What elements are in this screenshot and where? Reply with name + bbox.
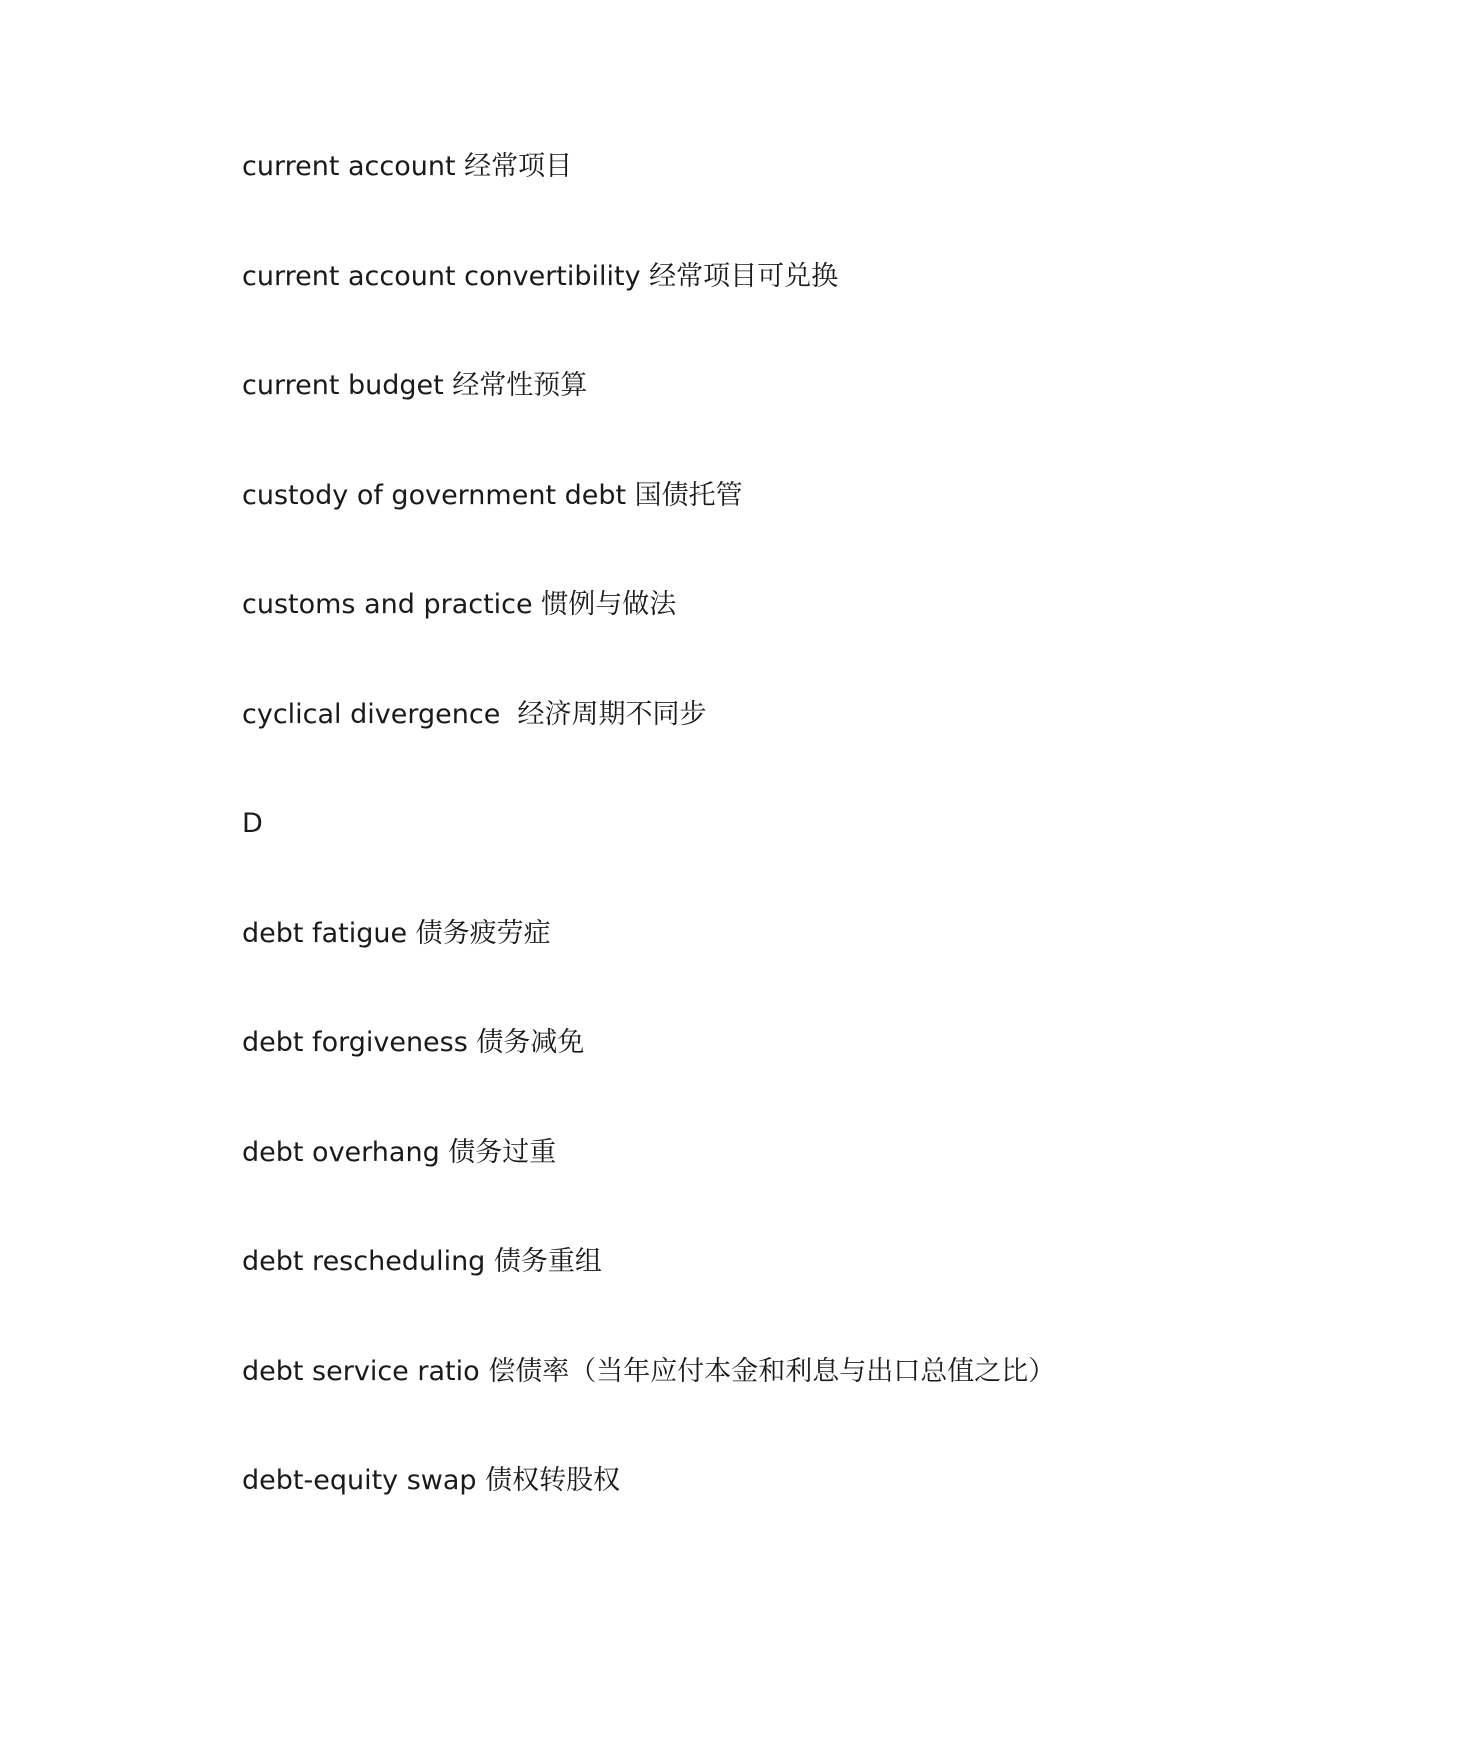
- glossary-entry: current budget 经常性预算: [242, 370, 588, 401]
- glossary-list: [242, 150, 1055, 1574]
- glossary-entry: cyclical divergence 经济周期不同步: [242, 698, 707, 730]
- glossary-entry: debt-equity swap 债权转股权: [242, 1465, 621, 1496]
- glossary-entry: debt rescheduling 债务重组: [242, 1246, 602, 1277]
- glossary-entry: debt overhang 债务过重: [242, 1136, 557, 1168]
- glossary-entry: current account 经常项目: [242, 151, 573, 182]
- glossary-entry: customs and practice 惯例与做法: [242, 589, 677, 620]
- glossary-entry: current account convertibility 经常项目可兑换: [242, 260, 839, 292]
- glossary-entry: debt service ratio 偿债率（当年应付本金和利息与出口总值之比）: [242, 1355, 1056, 1387]
- glossary-entry: debt forgiveness 债务减免: [242, 1027, 585, 1058]
- section-letter-heading: D: [242, 808, 263, 839]
- glossary-entry: custody of government debt 国债托管: [242, 479, 743, 511]
- glossary-entry: debt fatigue 债务疲劳症: [242, 917, 551, 949]
